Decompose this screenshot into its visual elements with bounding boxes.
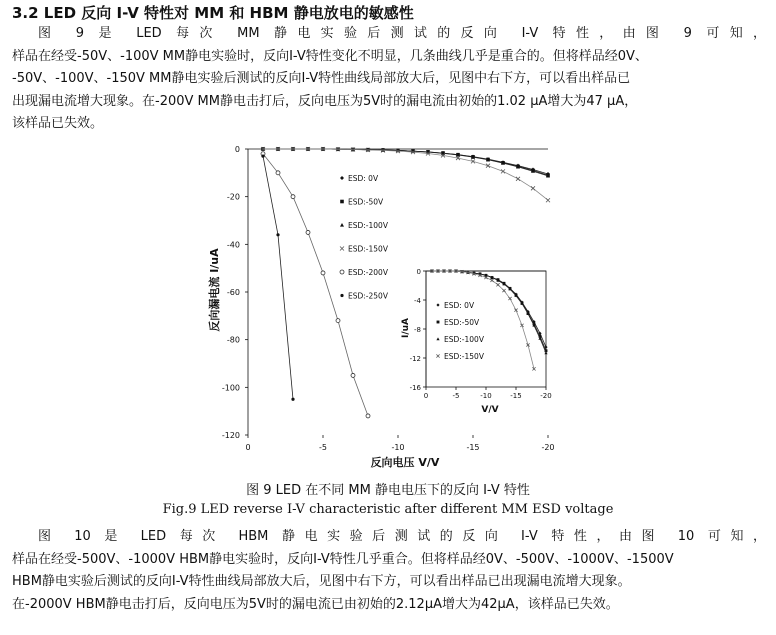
data-point [516, 177, 520, 181]
data-point [291, 398, 294, 401]
legend-label: ESD:-150V [348, 244, 388, 254]
y-axis-label: 反向漏电流 I/uA [208, 248, 221, 332]
y-axis-label: I/uA [401, 317, 411, 339]
y-tick-label: -16 [409, 384, 421, 392]
x-tick-label: -20 [540, 392, 552, 400]
legend-label: ESD:-250V [348, 291, 388, 301]
series-line [263, 149, 548, 175]
data-point [351, 373, 355, 377]
y-tick-label: -100 [221, 383, 240, 393]
legend-label: ESD:-50V [348, 197, 384, 207]
data-point [321, 271, 325, 275]
x-tick-label: -15 [510, 392, 522, 400]
paragraph-line: 样品在经受-500V、-1000V HBM静电实验时，反向I-V特性几乎重合。但将样品经0V、-500V、-1000V、-1500V [12, 551, 674, 567]
legend-label: ESD:-50V [444, 318, 480, 327]
series-line [263, 149, 548, 174]
y-tick-label: -40 [226, 240, 240, 250]
figure-9-chart [190, 140, 570, 470]
y-tick-label: -80 [226, 335, 240, 345]
x-tick-label: -5 [452, 392, 460, 400]
x-tick-label: -10 [480, 392, 492, 400]
paragraph-hbm [12, 526, 766, 616]
paragraph-line: 图 9 是 LED 每次 MM 静电实验后测试的反向 I-V 特性，由图 9 可知， [38, 26, 766, 41]
data-point [340, 294, 343, 297]
data-point [531, 186, 535, 190]
data-point [276, 171, 280, 175]
y-tick-label: -8 [414, 326, 421, 334]
data-point [366, 414, 370, 418]
data-point [437, 321, 440, 324]
paragraph-line: 样品在经受-50V、-100V MM静电实验时，反向I-V特性变化不明显，几条曲线几乎是重合的。但将样品经0V、 [12, 48, 648, 64]
legend-label: ESD: 0V [348, 174, 379, 183]
series-line [263, 156, 293, 399]
data-point [306, 230, 310, 234]
data-point [336, 319, 340, 323]
y-tick-label: 0 [416, 268, 421, 276]
y-tick-label: -120 [221, 431, 240, 440]
y-tick-label: -20 [226, 192, 240, 202]
y-tick-label: 0 [234, 145, 240, 154]
x-axis-label: 反向电压 V/V [370, 456, 440, 469]
x-tick-label: -15 [466, 443, 480, 452]
series-line [263, 149, 548, 200]
paragraph-mm [12, 23, 766, 136]
x-tick-label: -10 [391, 443, 405, 452]
paragraph-line: 该样品已失效。 [12, 116, 104, 131]
y-tick-label: -12 [409, 355, 421, 363]
data-point [340, 270, 344, 274]
legend-label: ESD:-100V [444, 335, 484, 344]
data-point [340, 247, 344, 251]
paragraph-line: HBM静电实验后测试的反向I-V特性曲线局部放大后，见图中右下方，可以看出样品已出现漏电流增大现象。 [12, 574, 631, 589]
figure-caption-cn: 图 9 LED 在不同 MM 静电电压下的反向 I-V 特性 [246, 483, 530, 498]
plot-frame [426, 271, 546, 387]
y-tick-label: -60 [226, 288, 240, 297]
legend-label: ESD:-100V [348, 221, 388, 230]
paragraph-line: 出现漏电流增大现象。在-200V MM静电击打后，反向电压为5V时的漏电流由初始的1.02 μA增大为47 μA， [12, 93, 638, 109]
data-point [340, 176, 344, 180]
data-point [340, 200, 344, 204]
figure-caption-en: Fig.9 LED reverse I-V characteristic after different MM ESD voltage [162, 502, 614, 517]
inset-chart [401, 268, 552, 415]
paragraph-line: 在-2000V HBM静电击打后，反向电压为5V时的漏电流已由初始的2.12μA增大为42μA，该样品已失效。 [12, 596, 619, 612]
legend-label: ESD:-150V [444, 352, 484, 361]
data-point [261, 155, 264, 158]
legend-label: ESD:-200V [348, 268, 388, 277]
data-point [276, 233, 279, 236]
x-tick-label: -20 [541, 443, 555, 452]
paragraph-line: 图 10 是 LED 每次 HBM 静电实验后测试的反向 I-V 特性，由图 10 可知， [38, 529, 766, 544]
data-point [340, 223, 344, 227]
x-tick-label: 0 [423, 392, 429, 400]
y-tick-label: -4 [414, 297, 421, 305]
section-heading: 3.2 LED 反向 I-V 特性对 MM 和 HBM 静电放电的敏感性 [12, 4, 414, 22]
x-tick-label: 0 [245, 443, 251, 452]
data-point [291, 195, 295, 199]
paragraph-line: -50V、-100V、-150V MM静电实验后测试的反向I-V特性曲线局部放大后，见图中右下方，可以看出样品已 [12, 71, 631, 86]
data-point [501, 169, 505, 173]
legend-label: ESD: 0V [444, 301, 475, 310]
data-point [546, 198, 550, 202]
x-axis-label: V/V [481, 405, 499, 415]
x-tick-label: -5 [319, 443, 327, 452]
